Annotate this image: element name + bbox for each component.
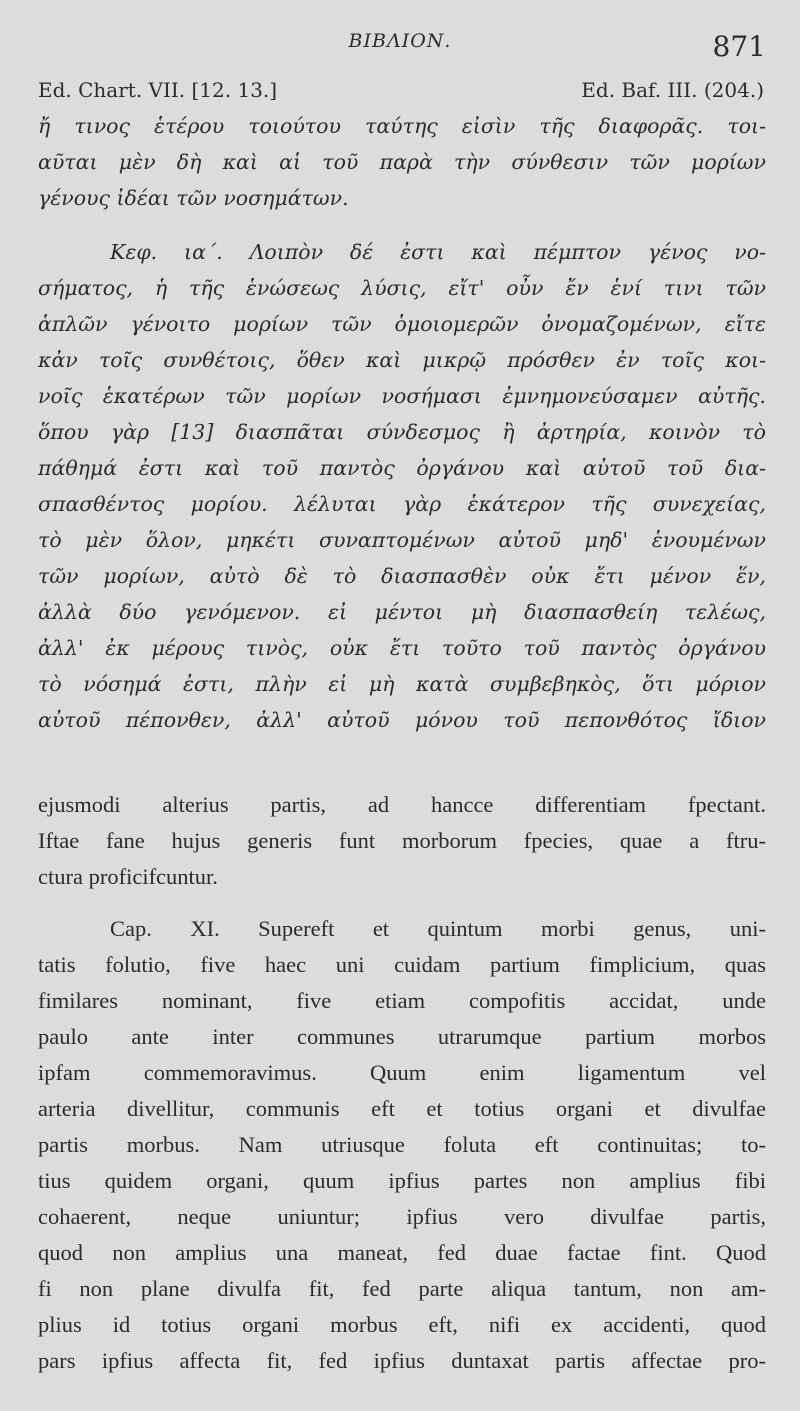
greek-line: ἀλλὰ δύο γενόμενον. εἰ μέντοι μὴ διασπασθείη τελέως,: [38, 600, 766, 624]
edition-reference-basel: Ed. Baf. III. (204.): [581, 78, 764, 102]
greek-text: [38, 108, 766, 738]
latin-paragraph-2-body: [38, 947, 766, 1379]
greek-line: πάθημά ἐστι καὶ τοῦ παντὸς ὀργάνου καὶ αὐτοῦ τοῦ δια-: [38, 456, 766, 480]
greek-line: ὅπου γὰρ [13] διασπᾶται σύνδεσμος ἢ ἀρτηρία, κοινὸν τὸ: [38, 420, 766, 444]
running-title: BIBΛΙΟΝ.: [348, 30, 452, 52]
latin-paragraph-1: [38, 787, 766, 895]
latin-line: quod non amplius una maneat, fed duae factae fint. Quod: [38, 1240, 766, 1265]
greek-line: νοῖς ἑκατέρων τῶν μορίων νοσήμασι ἐμνημονεύσαμεν αὐτῆς.: [38, 384, 766, 408]
latin-line: Cap. XI. Supereft et quintum morbi genus, uni-: [110, 916, 766, 941]
latin-line: partis morbus. Nam utriusque foluta eft continuitas; to-: [38, 1132, 766, 1157]
latin-line: plius id totius organi morbus eft, nifi ex accidenti, quod: [38, 1312, 766, 1337]
greek-line: Κεφ. ια΄. Λοιπὸν δέ ἐστι καὶ πέμπτον γένος νο-: [110, 240, 766, 264]
greek-line: ἁπλῶν γένοιτο μορίων τῶν ὁμοιομερῶν ὀνομαζομένων, εἴτε: [38, 312, 766, 336]
greek-line: ἤ τινος ἑτέρου τοιούτου ταύτης εἰσὶν τῆς διαφορᾶς. τοι-: [38, 114, 766, 138]
latin-line: ipfam commemoravimus. Quum enim ligamentum vel: [38, 1060, 766, 1085]
latin-line: Iftae fane hujus generis funt morborum fpecies, quae a ftru-: [38, 828, 766, 853]
latin-line: paulo ante inter communes utrarumque partium morbos: [38, 1024, 766, 1049]
greek-line: σήματος, ἡ τῆς ἑνώσεως λύσις, εἴτ' οὖν ἔν ἑνί τινι τῶν: [38, 276, 766, 300]
latin-line: tatis folutio, five haec uni cuidam partium fimplicium, quas: [38, 952, 766, 977]
greek-line: ἀλλ' ἐκ μέρους τινὸς, οὐκ ἔτι τοῦτο τοῦ παντὸς ὀργάνου: [38, 636, 766, 660]
greek-line: αῦται μὲν δὴ καὶ αἱ τοῦ παρὰ τὴν σύνθεσιν τῶν μορίων: [38, 150, 766, 174]
greek-line: κἀν τοῖς συνθέτοις, ὅθεν καὶ μικρῷ πρόσθεν ἐν τοῖς κοι-: [38, 348, 766, 372]
greek-line: τῶν μορίων, αὐτὸ δὲ τὸ διασπασθὲν οὐκ ἔτι μένον ἕν,: [38, 564, 766, 588]
greek-line: αὐτοῦ πέπονθεν, ἀλλ' αὐτοῦ μόνου τοῦ πεπονθότος ἴδιον: [38, 708, 766, 732]
latin-line: ctura proficifcuntur.: [38, 864, 218, 889]
latin-line: fi non plane divulfa fit, fed parte aliqua tantum, non am-: [38, 1276, 766, 1301]
greek-line: τὸ μὲν ὅλον, μηκέτι συναπτομένων αὐτοῦ μηδ' ἑνουμένων: [38, 528, 766, 552]
latin-line: fimilares nominant, five etiam compofitis accidat, unde: [38, 988, 766, 1013]
greek-line: γένους ἰδέαι τῶν νοσημάτων.: [38, 186, 349, 210]
greek-paragraph-2: [38, 234, 766, 270]
latin-text: [38, 787, 766, 1379]
greek-line: σπασθέντος μορίου. λέλυται γὰρ ἑκάτερον τῆς συνεχείας,: [38, 492, 766, 516]
latin-line: tius quidem organi, quum ipfius partes non amplius fibi: [38, 1168, 766, 1193]
greek-paragraph-1: [38, 108, 766, 216]
latin-line: arteria divellitur, communis eft et totius organi et divulfae: [38, 1096, 766, 1121]
latin-line: ejusmodi alterius partis, ad hancce differentiam fpectant.: [38, 792, 766, 817]
page-number: 871: [712, 30, 766, 63]
latin-line: cohaerent, neque uniuntur; ipfius vero divulfae partis,: [38, 1204, 766, 1229]
latin-paragraph-2-start: [38, 911, 766, 947]
latin-line: pars ipfius affecta fit, fed ipfius duntaxat partis affectae pro-: [38, 1348, 766, 1373]
greek-line: τὸ νόσημά ἐστι, πλὴν εἰ μὴ κατὰ συμβεβηκὸς, ὅτι μόριον: [38, 672, 766, 696]
edition-reference-chartier: Ed. Chart. VII. [12. 13.]: [38, 78, 278, 102]
greek-paragraph-2-body: [38, 270, 766, 738]
